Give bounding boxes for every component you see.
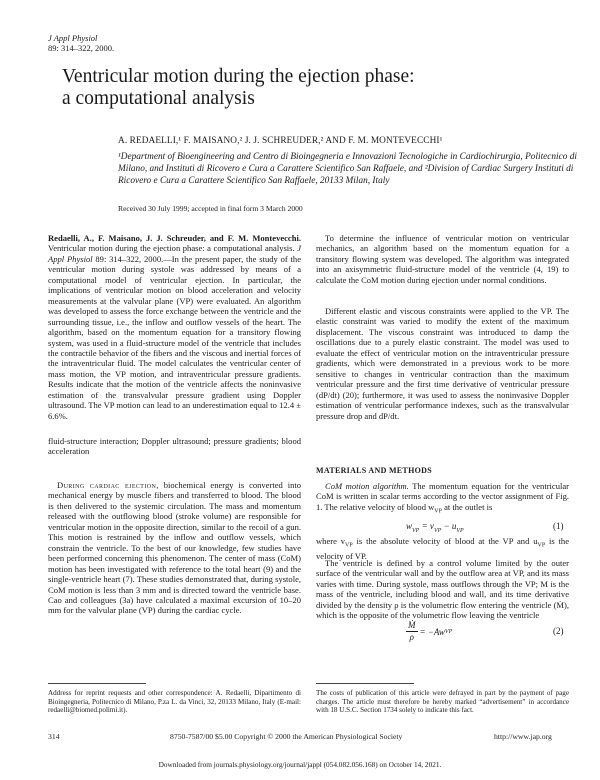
title-line-1: Ventricular motion during the ejection phase: — [62, 66, 415, 87]
where-c: is the velocity of VP. — [316, 536, 570, 562]
methods-tail: at the outlet is — [441, 501, 493, 512]
right-paragraph-1: To determine the influence of ventricular motion on ventricular mechanics, an algorithm based on the momentum equation for a transitory flowing system was developed. The algorithm was integrated into an axisymmetric fluid-structure model of the ventricle (4, 19) to calculate the CoM motion during ejection under normal conditions. — [316, 233, 569, 285]
section-heading-methods: MATERIALS AND METHODS — [316, 466, 432, 475]
eq2-denominator: ρ — [409, 632, 414, 642]
journal-header — [48, 33, 114, 53]
eq2-fraction — [406, 620, 418, 643]
eq1-lhs: w — [406, 521, 413, 531]
eq1-sub3: VP — [456, 527, 464, 534]
where-a: where v — [316, 536, 346, 546]
author-list: A. REDAELLI,¹ F. MAISANO,² J. J. SCHREUDER,² AND F. M. MONTEVECCHI¹ — [118, 136, 443, 146]
abstract-title-ref: Ventricular motion during the ejection phase: a computational analysis. — [48, 243, 295, 254]
affiliations: ¹Department of Bioengineering and Centro di Bioingegneria e Innovazioni Tecnologiche in Cardiochirurgia, Politecnico di Milano, and Instituti di Ricovero e Cura a Carattere Scientifico San Raffaele, and ²Division of Cardiac Surgery Instituti di Ricovero e Cura a Carattere Scientifico San Raffaele, 20133 Milan, Italy — [118, 152, 577, 186]
abstract-journal-ref: J Appl Physiol — [48, 243, 302, 264]
where-b: is the absolute velocity of blood at the VP and u — [352, 536, 538, 546]
intro-body: biochemical energy is converted into mechanical energy by muscle fibers and transferred to blood. The blood is then delivered to the systemic circulation. The mass and momentum released with the outflowing blood (stroke volume) are responsible for ventricular motion in the opposite direction, similar to the recoil of a gun. This motion is restrained by the inflow and outflow vessels, which constrain the ventricle. To the best of our knowledge, few studies have been performed concerning this phenomenon. The center of mass (CoM) motion has been investigated with reference to the total heart (9) and the single-ventricle heart (7). These studies demonstrated that, during systole, CoM motion is less than 3 mm and is directed toward the ventricle base. Cao and colleagues (3a) have calculated a maximal excursion of 10–20 mm for the valvular plane (VP) during the cardiac cycle. — [48, 480, 301, 616]
journal-citation: 89: 314–322, 2000. — [48, 43, 115, 53]
methods-paragraph-1 — [316, 481, 569, 517]
right-paragraph-2: Different elastic and viscous constraints were applied to the VP. The elastic constraint was varied to modify the extent of the maximum displacement. The viscous constraint was introduced to damp the oscillations due to a purely elastic constraint. The model was used to evaluate the effect of ventricular motion on the intraventricular pressure gradients, which were demonstrated in a previous work to be more sensitive to changes in ventricular contraction than the maximum ventricular pressure and the first time derivative of ventricular pressure (dP/dt) (20); furthermore, it was used to assess the noninvasive Doppler estimation of ventricular performance indexes, such as the transvalvular pressure drop and dP/dt. — [316, 306, 569, 421]
methods-sub: VP — [434, 508, 442, 515]
methods-body: The momentum equation for the ventricular CoM is written in scalar terms according to the vector assignment of Fig. 1. The relative velocity of blood w — [316, 481, 569, 512]
eq2-rhs: = −Aw — [419, 626, 445, 637]
abstract-body: —In the present paper, the study of the ventricular motion during systole was addressed by means of a computational model of ventricular ejection. In particular, the implications of ventricular motion on blood acceleration and velocity measurements at the valvular plane (VP) were evaluated. An algorithm was developed to assess the force exchange between the ventricle and the surrounding tissue, i.e., the inflow and outflow vessels of the heart. The algorithm, based on the momentum equation for a transitory flowing system, was used in a fluid-structure model of the ventricle that includes the contractile behavior of the fibers and the viscous and inertial forces of the intraventricular fluid. The model calculates the ventricular center of mass motion, the VP motion, and intraventricular pressure gradients. Results indicate that the motion of the ventricle affects the noninvasive estimation of the transvalvular pressure gradient using Doppler ultrasound. The VP motion can lead to an underestimation equal to 12.4 ± 6.6%. — [48, 253, 301, 421]
where-s2: VP — [537, 542, 546, 549]
methods-lead: CoM motion algorithm. — [325, 481, 409, 491]
equation-2 — [406, 620, 452, 643]
footnote-rule-left — [48, 683, 146, 684]
introduction — [48, 480, 301, 616]
eq2-numerator: Ṁ — [408, 620, 416, 630]
abstract — [48, 233, 301, 421]
methods-paragraph-2: The ventricle is defined by a control volume limited by the outer surface of the ventricular wall and by the outflow area at VP, and its mass varies with time. During systole, mass outflows through the VP; M is the mass of the ventricle, including blood and wall, and its time derivative divided by the density ρ is the volumetric flow entering the ventricle (Ṁ), which is the opposite of the volumetric flow leaving the ventricle — [316, 558, 569, 621]
footnote-publication-costs: The costs of publication of this article were defrayed in part by the payment of page charges. The article must therefore be hereby marked “advertisement” in accordance with 18 U.S.C. Section 1734 solely to indicate this fact. — [316, 689, 569, 715]
equation-1-number: (1) — [553, 521, 564, 531]
journal-url[interactable]: http://www.jap.org — [494, 732, 552, 741]
abstract-authors: Redaelli, A., F. Maisano, J. J. Schreuder, and F. M. Montevecchi. — [48, 233, 301, 243]
journal-name: J Appl Physiol — [48, 33, 98, 43]
footnote-rule-right — [316, 683, 414, 684]
eq1-mid1: = v — [419, 521, 434, 531]
intro-lead: During cardiac ejection, — [57, 480, 159, 490]
eq1-mid2: − u — [441, 521, 457, 531]
title-line-2: a computational analysis — [62, 88, 255, 109]
footnote-correspondence: Address for reprint requests and other correspondence: A. Redaelli, Dipartimento di Bioingegneria, Politecnico di Milano, P.za L. da Vinci, 32, 20133 Milano, Italy (E-mail: redaelli@biomed.polimi.it). — [48, 689, 301, 715]
eq1-sub1: VP — [412, 527, 420, 534]
page-number: 314 — [48, 732, 60, 741]
equation-1 — [406, 521, 464, 534]
eq2-sub: VP — [444, 628, 453, 635]
equation-2-number: (2) — [553, 626, 564, 636]
download-notice: Downloaded from journals.physiology.org/journal/jappl (054.082.056.168) on October 14, 2021. — [158, 760, 442, 769]
where-s1: VP — [345, 542, 353, 549]
keywords: fluid-structure interaction; Doppler ultrasound; pressure gradients; blood acceleration — [48, 436, 301, 457]
copyright-line: 8750-7587/00 $5.00 Copyright © 2000 the American Physiological Society — [170, 732, 403, 741]
eq1-sub2: VP — [433, 527, 442, 534]
received-date: Received 30 July 1999; accepted in final form 3 March 2000 — [118, 204, 303, 213]
article-title — [62, 66, 542, 110]
abstract-citation-ref: 89: 314–322, 2000. — [92, 253, 164, 264]
